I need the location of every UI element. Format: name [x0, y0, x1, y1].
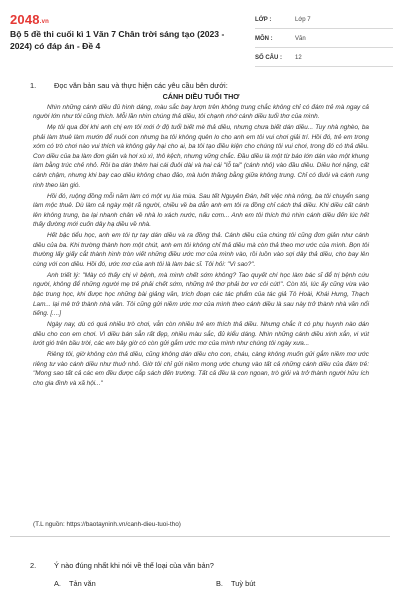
option-key: B. [216, 579, 223, 588]
passage-title: CÁNH DIỀU TUỔI THƠ [162, 92, 240, 101]
meta-value: 12 [295, 54, 302, 61]
question-prompt: Ý nào đúng nhất khi nói về thể loại của văn bản? [54, 561, 214, 570]
answer-option-b[interactable] [216, 579, 255, 588]
passage-paragraph: Nhìn những cánh diều đủ hình dáng, màu sắc bay lượn trên không trung chắc không chỉ có đám trẻ mà ngay cả người lớn như tôi cũng thích. Mỗi lần nhìn chúng thả diều, tôi chạnh nhớ cánh diều tuổi thơ của mình. [33, 103, 369, 121]
meta-row-class [255, 12, 393, 29]
passage-paragraph: Anh triết lý: "Mày có thấy chị vì bệnh, mà mình chết sớm không? Tao quyết chí học làm bác sĩ để trị bệnh cứu người, không để những người mẹ trẻ phải chết sớm, những trẻ thơ phải bơ vơ côi cút!". Còn tôi, lúc ấy cũng vừa vào bậc trung học, khi được học những bài giảng văn, trích đoạn các tác phẩm của tác giả Tô Hoài, Khái Hưng, Thạch Lam... lại mê trở thành nhà văn. Tôi cũng gửi niềm ước mơ của mình theo cánh diều là sau này trở thành nhà văn nổi tiếng. [....] [33, 271, 369, 318]
meta-label: LỚP : [255, 17, 272, 23]
question-prompt: Đọc văn bản sau và thực hiện các yêu cầu bên dưới: [54, 81, 228, 90]
passage-paragraph: Mẹ tôi qua đời khi anh chị em tôi mới ở độ tuổi biết mè thả diều, nhưng chưa biết dán diều... Tuy nhà nghèo, ba phải làm thuê làm mướn để nuôi con nhưng ba tôi không quên lo cho anh em tôi vui chơi giải trí. Hồi đó, trẻ em trong xóm có trò chơi nào vui thích và không gây hại cho ai, ba tôi tạo điều kiện cho chúng tôi vui chơi, trong đó có thả diều. Con diều của ba làm đơn giản và hơi xù xì, thô kệch, nhưng vững chắc. Đầu diều là một từ báo lớn dán vào một khung làm bằng trúc chẻ nhỏ. Rồi ba dán thêm hai cái đuôi dài và hai cái "lỗ tai" (cánh nhỏ) vào đầu diều. Diều hơi nặng, cất cánh chậm, nhưng khi bay cao diều không chao đảo, mà luôn thăng bằng giữa không trung. Chỉ có đuôi và cánh rung rinh theo làn gió. [33, 124, 369, 189]
page-title: Bộ 5 đề thi cuối kì 1 Văn 7 Chân trời sáng tạo (2023 - 2024) có đáp án - Đề 4 [10, 29, 225, 51]
site-logo[interactable]: 2048.vn [10, 12, 50, 27]
option-key: A. [54, 579, 61, 588]
passage-source: (T.L nguồn: https://baotayninh.vn/canh-dieu-tuoi-tho) [33, 521, 181, 528]
passage-paragraph: Riêng tôi, giờ không còn thả diều, cũng không dán diều cho con, cháu, càng không muốn gửi gắm niềm mơ ước riêng tư vào cánh diều như thuở nhỏ. Giờ tôi chỉ gửi niềm mong ước chung vào tất cả những cánh diều của đám trẻ: "Mong sao tất cả các em đều được cắp sách đến trường. Tất cả đều là con ngoan, trò giỏi và trở thành người hữu ích cho gia đình và xã hội..." [33, 351, 369, 387]
option-text: Tuỳ bút [230, 579, 256, 588]
passage-paragraph: Hồi đó, ruộng đồng mỗi năm làm có một vụ lúa mùa. Sau tết Nguyên Đán, hết việc nhà nông, ba tôi chuyển sang làm mộc thuê. Dù làm cả ngày mệt rã người, chiều về ba dẫn anh em tôi ra đồng chỉ cách thả diều. Khi diều cất cánh lên không trung, ba lại nhanh chân về nhà lo xách nước, nấu cơm... Anh em tôi thích thú nhìn cánh diều đến lúc hết thấy đường mới cuốn dây hạ diều về nhà. [33, 192, 369, 229]
question-number: 2. [30, 561, 37, 570]
meta-panel [255, 12, 393, 68]
logo-tld: .vn [39, 19, 50, 25]
reading-passage [33, 92, 369, 390]
question-divider [10, 536, 390, 537]
meta-row-question-count [255, 50, 393, 67]
meta-label: SỐ CÂU : [255, 54, 282, 61]
meta-label: MÔN : [255, 35, 273, 42]
passage-paragraph: Ngày nay, dù có quá nhiều trò chơi, vẫn còn nhiều trẻ em thích thả diều. Nhưng chắc ít có phụ huynh nào dán diều cho con em chơi. Vì diều bán sẵn rất đẹp, nhiều màu sắc, đủ kiểu dáng. Nhìn những cánh diều xinh xắn, vi vút lướt gió trên bầu trời, các em bây giờ có còn gửi gắm ước mơ của mình như chúng tôi ngày xưa... [33, 321, 369, 348]
meta-row-subject [255, 31, 393, 48]
meta-value: Văn [295, 35, 306, 42]
passage-paragraph: Hết bậc tiểu học, anh em tôi tự tay dán diều và ra đồng thả. Cánh diều của chúng tôi cũng đơn giản như cánh diều của ba. Khi trường thành hơn một chút, anh em tôi không chỉ thả diều mà còn thả theo mơ ước của mình. Bọn tôi thường lấy giấy cắt thành hình tròn viết những điều ước mơ của mình vào, rồi luồn vào sợi dây thả diều, cho bay lên cùng với con diều. Hồi đó, ước mơ của anh tôi là làm bác sĩ. Tôi hỏi: "Vì sao?". [33, 232, 369, 268]
answer-option-a[interactable] [54, 579, 96, 588]
option-text: Tản văn [68, 579, 96, 588]
meta-value: Lớp 7 [295, 17, 311, 23]
page-header [0, 0, 400, 66]
question-number: 1. [30, 81, 37, 90]
